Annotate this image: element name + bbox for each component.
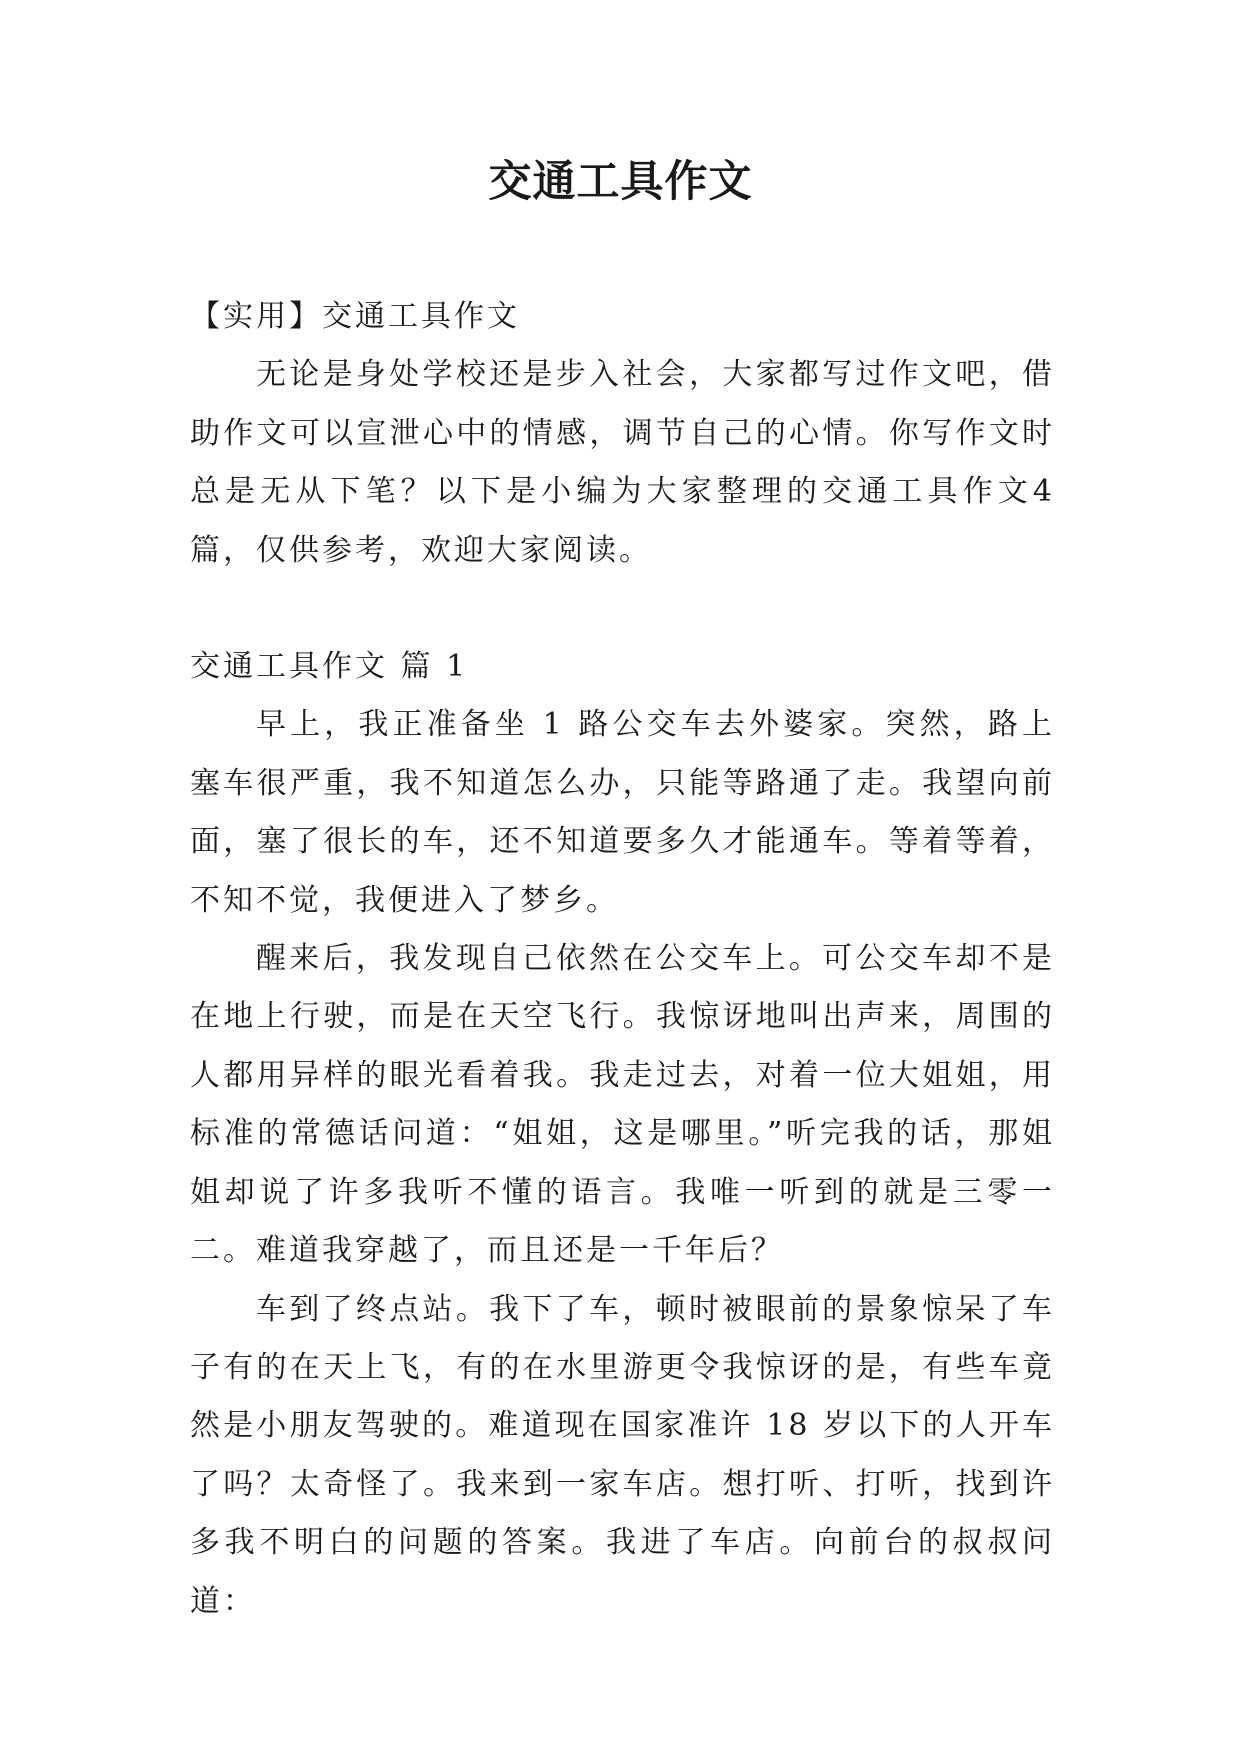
section-heading: 交通工具作文 篇 1 <box>190 649 469 685</box>
intro-paragraph: 无论是身处学校还是步入社会，大家都写过作文吧，借助作文可以宣泄心中的情感，调节自己的心情。你写作文时总是无从下笔？以下是小编为大家整理的交通工具作文4篇，仅供参考，欢迎大家阅读。 <box>190 357 1055 568</box>
document-body <box>190 288 1055 1631</box>
body-paragraph: 醒来后，我发现自己依然在公交车上。可公交车却不是在地上行驶，而是在天空飞行。我惊讶地叫出声来，周围的人都用异样的眼光看着我。我走过去，对着一位大姐姐，用标准的常德话问道：“姐姐，这是哪里。”听完我的话，那姐姐却说了许多我听不懂的语言。我唯一听到的就是三零一二。难道我穿越了，而且还是一千年后？ <box>190 941 1055 1269</box>
body-paragraph: 车到了终点站。我下了车，顿时被眼前的景象惊呆了车子有的在天上飞，有的在水里游更令我惊讶的是，有些车竟然是小朋友驾驶的。难道现在国家准许 18 岁以下的人开车了吗？太奇怪了。我来到一家车店。想打听、打听，找到许多我不明白的问题的答案。我进了车店。向前台的叔叔问道： <box>190 1291 1055 1619</box>
body-paragraph: 早上，我正准备坐 1 路公交车去外婆家。突然，路上塞车很严重，我不知道怎么办，只能等路通了走。我望向前面，塞了很长的车，还不知道要多久才能通车。等着等着，不知不觉，我便进入了梦乡。 <box>190 707 1055 918</box>
document-subtitle: 【实用】交通工具作文 <box>190 299 520 334</box>
document-title: 交通工具作文 <box>488 157 753 207</box>
